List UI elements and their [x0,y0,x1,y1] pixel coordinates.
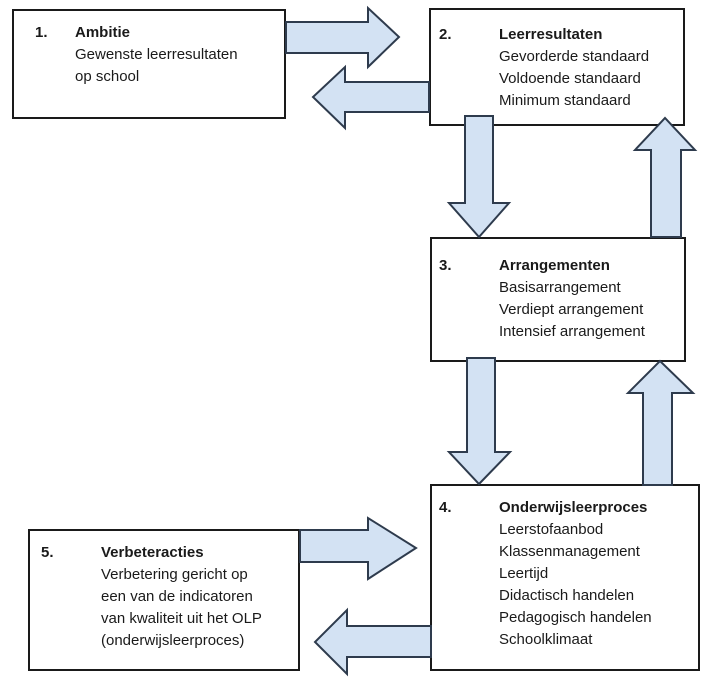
box-line: (onderwijsleerproces) [101,632,245,649]
arrow-3-to-4-down-icon [449,358,510,484]
box-content [101,542,294,652]
box-3-arrangementen [430,237,686,362]
box-title: Verbeteracties [101,544,204,561]
box-number: 5. [41,544,54,561]
box-1-ambitie [12,9,286,119]
box-number: 4. [439,499,452,516]
box-line: Basisarrangement [499,279,621,296]
box-line: Verbetering gericht op [101,566,248,583]
box-line: van kwaliteit uit het OLP [101,610,262,627]
box-content [75,22,280,88]
arrow-2-to-1-left-icon [313,67,429,128]
box-2-leerresultaten [429,8,685,126]
box-number: 1. [35,24,48,41]
box-line: Klassenmanagement [499,543,640,560]
box-title: Leerresultaten [499,26,603,43]
box-content [499,24,679,112]
box-line: Gewenste leerresultaten [75,46,238,63]
box-line: Verdiept arrangement [499,301,644,318]
arrow-2-to-3-down-icon [449,116,509,237]
box-line: Intensief arrangement [499,323,645,340]
box-line: Leerstofaanbod [499,521,604,538]
box-line: Voldoende standaard [499,70,641,87]
box-line: Didactisch handelen [499,587,635,604]
box-number: 3. [439,257,452,274]
box-line: Gevorderde standaard [499,48,650,65]
box-line: Schoolklimaat [499,631,593,648]
box-line: Leertijd [499,565,549,582]
box-content [499,497,694,651]
box-4-onderwijsleerproces [430,484,700,671]
box-number: 2. [439,26,452,43]
arrow-5-to-4-right-icon [300,518,416,579]
arrow-3-to-2-up-icon [635,118,695,237]
box-line: Minimum standaard [499,92,631,109]
box-line: op school [75,68,140,85]
box-content [499,255,680,343]
box-title: Ambitie [75,24,131,41]
box-line: Pedagogisch handelen [499,609,652,626]
arrow-4-to-5-left-icon [315,610,431,674]
box-title: Onderwijsleerproces [499,499,648,516]
box-5-verbeteracties [28,529,300,671]
arrow-4-to-3-up-icon [628,361,693,485]
arrow-1-to-2-right-icon [286,8,399,67]
box-title: Arrangementen [499,257,610,274]
box-line: een van de indicatoren [101,588,253,605]
